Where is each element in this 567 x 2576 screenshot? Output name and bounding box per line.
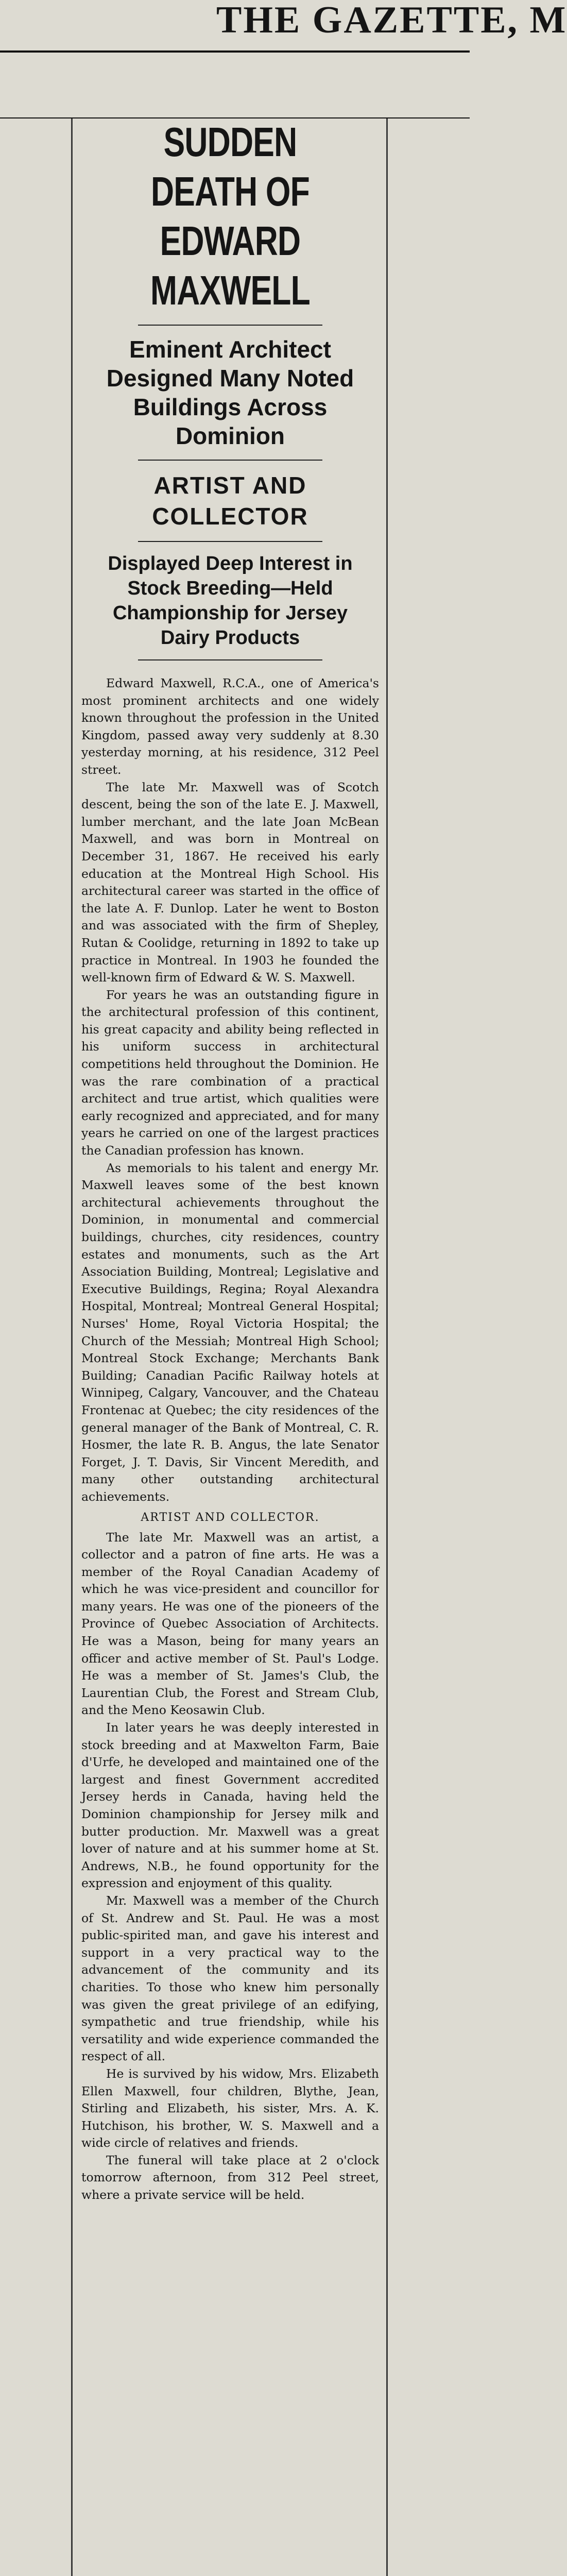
article-paragraph: He is survived by his widow, Mrs. Elizabeth Ellen Maxwell, four children, Blythe, Jean, Stirling and Elizabeth, his sister, Mrs. A. K. Hutchison, his brother, W. S. Maxwell and a wide circle of relatives and friends. (81, 2066, 379, 2150)
article-paragraph: Edward Maxwell, R.C.A., one of America's most prominent architects and one widely known throughout the profession in the United Kingdom, passed away very suddenly at 8.30 yesterday morning, at his residence, 312 Peel street. (81, 676, 379, 777)
article-paragraph: The late Mr. Maxwell was of Scotch descent, being the son of the late E. J. Maxwell, lumber merchant, and the late Joan McBean Maxwell, and was born in Montreal on December 31, 1867. He received his early education at the Montreal High School. His architectural career was started in the office of the late A. F. Dunlop. Later he went to Boston and was associated with the firm of Shepley, Rutan & Coolidge, returning in 1892 to take up practice in Montreal. In 1903 he founded the well-known firm of Edward & W. S. Maxwell. (81, 779, 379, 985)
masthead-rule (0, 50, 470, 53)
section-divider (138, 541, 323, 542)
article-headline (76, 117, 384, 315)
headline-line-2: EDWARD MAXWELL (150, 218, 310, 313)
newspaper-masthead: THE GAZETTE, M (216, 0, 567, 41)
headline-line-1: SUDDEN DEATH OF (150, 119, 310, 214)
article-paragraph: The funeral will take place at 2 o'clock tomorrow afternoon, from 312 Peel street, where a private service will be held. (81, 2153, 379, 2202)
deck-divider (138, 460, 323, 461)
article-deck: Eminent Architect Designed Many Noted Buildings Across Dominion (106, 336, 354, 449)
article-column (76, 119, 384, 2204)
article-subdeck: Displayed Deep Interest in Stock Breeding—Held Championship for Jersey Dairy Products (108, 553, 353, 649)
column-rule-left (71, 118, 73, 2576)
headline-divider (138, 325, 323, 326)
article-paragraph: For years he was an outstanding figure in the architectural profession of this continent, his great capacity and ability being reflected in his uniform success in architectural competitions held throughout the Dominion. He was the rare combination of a practical architect and true artist, which qualities were early recognized and appreciated, and for many years he carried on one of the largest practices the Canadian profession has known. (81, 987, 379, 1158)
article-paragraph: The late Mr. Maxwell was an artist, a collector and a patron of fine arts. He was a member of the Royal Canadian Academy of which he was vice-president and councillor for many years. He was one of the pioneers of the Province of Quebec Association of Architects. He was a Mason, being for many years an officer and active member of St. Paul's Lodge. He was a member of St. James's Club, the Laurentian Club, the Forest and Stream Club, and the Meno Keosawin Club. (81, 1530, 379, 1718)
article-subhead: ARTIST AND COLLECTOR. (141, 1511, 320, 1524)
article-paragraph: In later years he was deeply interested in stock breeding and at Maxwelton Farm, Baie d'Urfe, he developed and maintained one of the largest and finest Government accredited Jersey herds in Canada, having held the Dominion championship for Jersey milk and butter production. Mr. Maxwell was a great lover of nature and at his summer home at St. Andrews, N.B., he found opportunity for the expression and enjoyment of this quality. (81, 1720, 379, 1891)
column-rule-right (386, 118, 388, 2576)
article-body (76, 670, 384, 2204)
article-paragraph: As memorials to his talent and energy Mr. Maxwell leaves some of the best known architectural achievements throughout the Dominion, in monumental and commercial buildings, churches, city residences, country estates and monuments, such as the Art Association Building, Montreal; Legislative and Executive Buildings, Regina; Royal Alexandra Hospital, Montreal; Montreal General Hospital; Nurses' Home, Royal Victoria Hospital; the Church of the Messiah; Montreal High School; Montreal Stock Exchange; Merchants Bank Building; Canadian Pacific Railway hotels at Winnipeg, Calgary, Vancouver, and the Chateau Frontenac at Quebec; the city residences of the general manager of the Bank of Montreal, C. R. Hosmer, the late R. B. Angus, the late Senator Forget, J. T. Davis, Sir Vincent Meredith, and many other outstanding architectural achievements. (81, 1160, 379, 1504)
article-section-head: ARTIST AND COLLECTOR (152, 472, 308, 530)
subdeck-divider (138, 659, 323, 660)
article-paragraph: Mr. Maxwell was a member of the Church of St. Andrew and St. Paul. He was a most public-spirited man, and gave his interest and support in a very practical way to the advancement of the community and its charities. To those who knew him personally was given the great privilege of an edifying, sympathetic and true friendship, while his versatility and wide experience commanded the respect of all. (81, 1893, 379, 2064)
